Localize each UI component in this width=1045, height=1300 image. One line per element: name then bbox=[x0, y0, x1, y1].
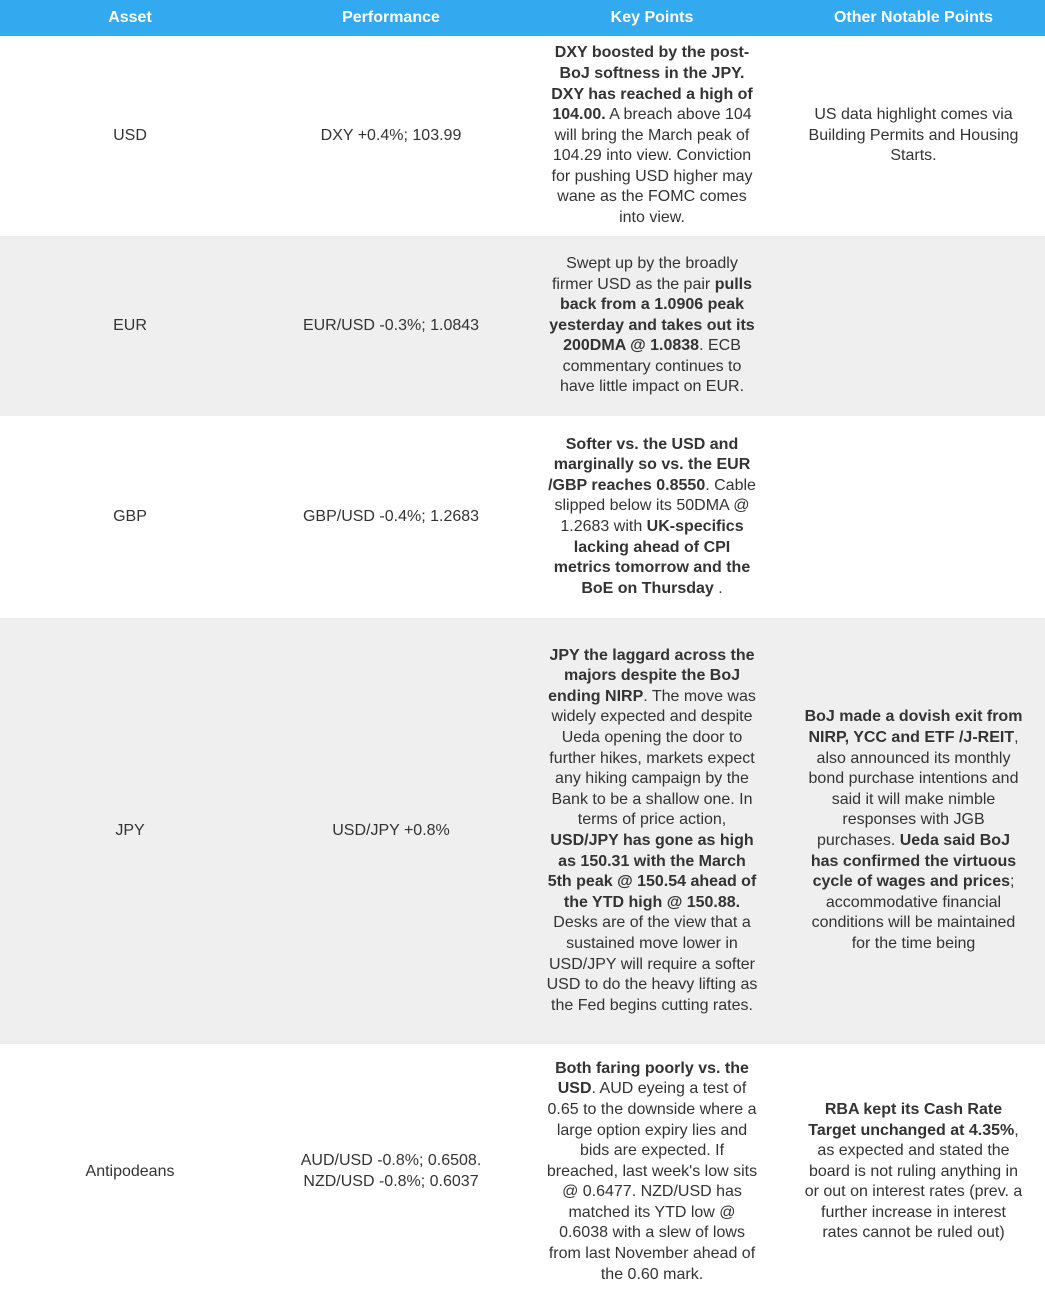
other-points-cell bbox=[782, 36, 1045, 236]
other-points-cell bbox=[782, 236, 1045, 416]
key-points-bold: pulls back from a 1.0906 peak yesterday and takes out its 200DMA @ 1.0838 bbox=[549, 275, 755, 355]
header-key-points: Key Points bbox=[610, 8, 694, 26]
performance-text: USD/JPY +0.8% bbox=[332, 821, 450, 839]
key-points-bold: Softer vs. the USD and marginally so vs. the EUR /GBP reaches 0.8550 bbox=[548, 435, 751, 494]
asset-cell: EUR bbox=[113, 316, 147, 334]
key-points-text bbox=[544, 254, 760, 398]
key-points-text bbox=[544, 1059, 760, 1286]
performance-cell bbox=[260, 1044, 522, 1300]
key-points-bold: Both faring poorly vs. the USD bbox=[555, 1059, 749, 1098]
asset-cell: USD bbox=[113, 126, 147, 144]
other-points-text bbox=[802, 105, 1025, 167]
performance-cell bbox=[260, 236, 522, 416]
key-points-text bbox=[544, 435, 760, 600]
key-points-bold: USD/JPY has gone as high as 150.31 with the March 5th peak @ 150.54 ahead of the YTD high @ 150.88. bbox=[547, 832, 757, 911]
key-points-plain: Swept up by the broadly firmer USD as the pair bbox=[551, 254, 738, 293]
table-row-antipodeans bbox=[0, 1044, 1045, 1300]
key-points-plain: . bbox=[713, 579, 723, 597]
key-points-bold: UK-specifics lacking ahead of CPI metrics tomorrow and the BoE on Thursday bbox=[553, 518, 751, 597]
key-points-plain: . ECB commentary continues to have little impact on EUR. bbox=[559, 337, 745, 396]
other-points-cell bbox=[782, 618, 1045, 1044]
performance-text bbox=[301, 1151, 482, 1192]
other-points-bold: BoJ made a dovish exit from NIRP, YCC and ETF /J-REIT bbox=[804, 708, 1023, 747]
key-points-cell bbox=[522, 416, 782, 618]
asset-cell: GBP bbox=[113, 507, 147, 525]
performance-line: AUD/USD -0.8%; 0.6508. bbox=[300, 1152, 482, 1170]
asset-cell: Antipodeans bbox=[85, 1162, 175, 1180]
key-points-cell bbox=[522, 236, 782, 416]
header-other-notable-points: Other Notable Points bbox=[833, 8, 994, 26]
table-row-jpy bbox=[0, 618, 1045, 1044]
other-points-bold: RBA kept its Cash Rate Target unchanged at 4.35% bbox=[808, 1100, 1015, 1139]
header-performance: Performance bbox=[342, 8, 440, 26]
key-points-bold: DXY boosted by the post-BoJ softness in the JPY. DXY has reached a high of 104.00. bbox=[551, 44, 753, 124]
key-points-plain: . The move was widely expected and despite Ueda opening the door to further hikes, markets expect any hiking campaign by the Bank to be a shallow one. In terms of price action, bbox=[549, 687, 756, 829]
table-row-usd bbox=[0, 36, 1045, 236]
performance-cell bbox=[260, 416, 522, 618]
other-points-plain: US data highlight comes via Building Permits and Housing Starts. bbox=[808, 106, 1019, 165]
key-points-bold: JPY the laggard across the majors despite the BoJ ending NIRP bbox=[548, 646, 755, 705]
table-row-eur bbox=[0, 236, 1045, 416]
performance-cell bbox=[260, 618, 522, 1044]
other-points-bold: Ueda said BoJ has confirmed the virtuous cycle of wages and prices bbox=[810, 832, 1017, 891]
key-points-plain: A breach above 104 will bring the March peak of 104.29 into view. Conviction for pushing USD higher may wane as the FOMC comes into view. bbox=[551, 106, 753, 227]
performance-text: DXY +0.4%; 103.99 bbox=[320, 126, 462, 144]
key-points-cell bbox=[522, 36, 782, 236]
other-points-plain: , also announced its monthly bond purchase intentions and said it will make nimble responses with JGB purchases. bbox=[808, 729, 1019, 849]
performance-cell bbox=[260, 36, 522, 236]
performance-text: GBP/USD -0.4%; 1.2683 bbox=[302, 507, 480, 525]
other-points-text bbox=[802, 1100, 1025, 1244]
other-points-cell bbox=[782, 416, 1045, 618]
header-asset: Asset bbox=[108, 8, 152, 26]
key-points-plain: . Cable slipped below its 50DMA @ 1.2683 with bbox=[554, 476, 756, 535]
key-points-text bbox=[544, 646, 760, 1017]
key-points-text bbox=[544, 43, 760, 228]
performance-line: NZD/USD -0.8%; 0.6037 bbox=[303, 1173, 479, 1190]
other-points-cell bbox=[782, 1044, 1045, 1300]
performance-text: EUR/USD -0.3%; 1.0843 bbox=[302, 316, 480, 334]
other-points-plain: ; accommodative financial conditions will be maintained for the time being bbox=[811, 873, 1016, 952]
other-points-text bbox=[802, 707, 1025, 954]
table-row-gbp bbox=[0, 416, 1045, 618]
key-points-plain: Desks are of the view that a sustained move lower in USD/JPY will require a softer USD to do the heavy lifting as the Fed begins cutting rates. bbox=[546, 914, 758, 1014]
key-points-cell bbox=[522, 618, 782, 1044]
table-header-row bbox=[0, 0, 1045, 36]
asset-cell: JPY bbox=[115, 821, 145, 839]
other-points-plain: , as expected and stated the board is not ruling anything in or out on interest rates (prev. a further increase in interest rates cannot be ruled out) bbox=[804, 1121, 1023, 1242]
key-points-plain: . AUD eyeing a test of 0.65 to the downside where a large option expiry lies and bids are expected. If breached, last week's low sits @ 0.6477. NZD/USD has matched its YTD low @ 0.6038 with a slew of lows from last November ahead of the 0.60 mark. bbox=[546, 1080, 758, 1283]
key-points-cell bbox=[522, 1044, 782, 1300]
